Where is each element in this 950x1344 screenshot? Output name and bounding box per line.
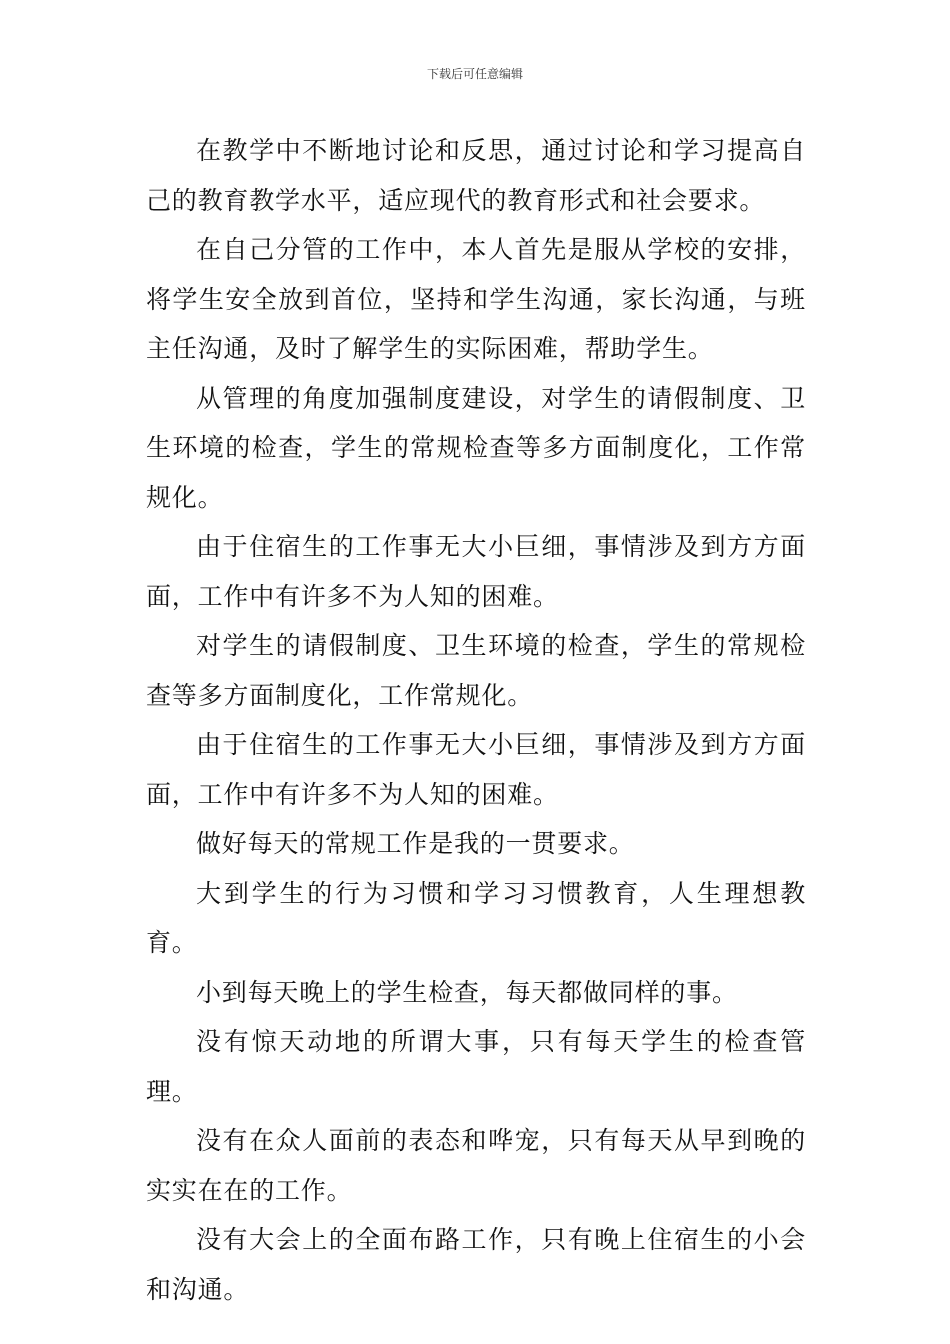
paragraph: 大到学生的行为习惯和学习习惯教育，人生理想教育。 — [146, 878, 806, 957]
paragraph: 在自己分管的工作中，本人首先是服从学校的安排，将学生安全放到首位，坚持和学生沟通，家长沟通，与班主任沟通，及时了解学生的实际困难，帮助学生。 — [146, 235, 806, 363]
document-body — [146, 126, 806, 1314]
paragraph: 没有在众人面前的表态和哗宠，只有每天从早到晚的实实在在的工作。 — [146, 1126, 806, 1205]
paragraph: 做好每天的常规工作是我的一贯要求。 — [196, 829, 635, 858]
paragraph: 小到每天晚上的学生检查，每天都做同样的事。 — [196, 977, 738, 1007]
paragraph: 在教学中不断地讨论和反思，通过讨论和学习提高自己的教育教学水平，适应现代的教育形式和社会要求。 — [146, 136, 806, 215]
paragraph: 没有大会上的全面布路工作，只有晚上住宿生的小会和沟通。 — [146, 1225, 806, 1304]
page-header: 下载后可任意编辑 — [426, 67, 523, 81]
paragraph: 对学生的请假制度、卫生环境的检查，学生的常规检查等多方面制度化，工作常规化。 — [146, 631, 806, 710]
paragraph: 没有惊天动地的所谓大事，只有每天学生的检查管理。 — [146, 1027, 806, 1106]
paragraph: 由于住宿生的工作事无大小巨细，事情涉及到方方面面，工作中有许多不为人知的困难。 — [146, 730, 806, 809]
paragraph: 由于住宿生的工作事无大小巨细，事情涉及到方方面面，工作中有许多不为人知的困难。 — [146, 532, 806, 611]
paragraph: 从管理的角度加强制度建设，对学生的请假制度、卫生环境的检查，学生的常规检查等多方面制度化，工作常规化。 — [146, 383, 806, 512]
